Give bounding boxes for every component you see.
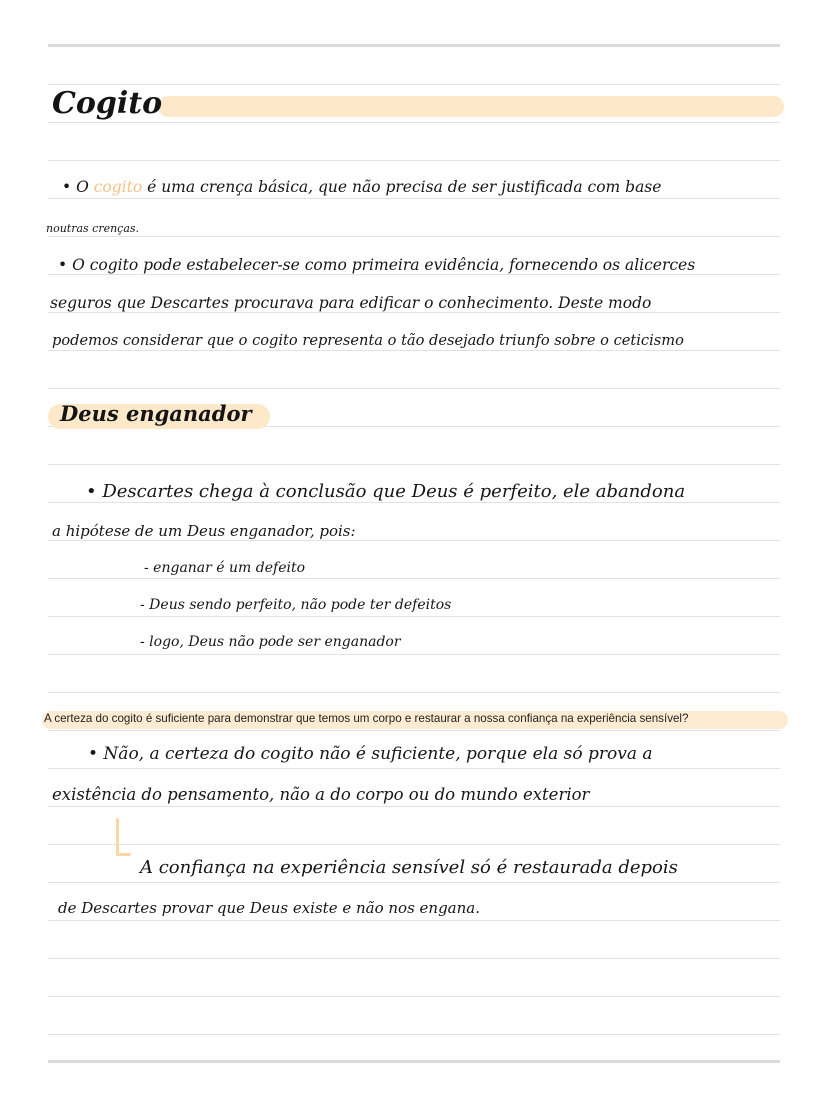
ruled-line xyxy=(48,1034,780,1035)
bullet-text: é uma crença básica, que não precisa de ser justificada com base xyxy=(142,178,662,196)
ruled-line xyxy=(48,160,780,161)
ruled-line xyxy=(48,844,780,845)
answer-line-2: existência do pensamento, não a do corpo ou do mundo exterior xyxy=(52,785,590,804)
ruled-line xyxy=(48,616,780,617)
ruled-line xyxy=(48,768,780,769)
ruled-line xyxy=(48,312,780,313)
deus-bullet-line-2: a hipótese de um Deus enganador, pois: xyxy=(52,522,356,540)
ruled-line xyxy=(48,996,780,997)
deus-bullet-line-1: • Descartes chega à conclusão que Deus é perfeito, ele abandona xyxy=(86,481,686,502)
arrow-hook-icon xyxy=(116,853,131,856)
ruled-line xyxy=(48,730,780,731)
cogito-bullet-2-line-1: • O cogito pode estabelecer-se como primeira evidência, fornecendo os alicerces xyxy=(58,256,696,274)
ruled-line xyxy=(48,274,780,275)
page-title: Cogito xyxy=(52,86,163,121)
top-rule xyxy=(48,44,780,47)
ruled-line xyxy=(48,692,780,693)
ruled-line xyxy=(48,806,780,807)
ruled-line xyxy=(48,882,780,883)
cogito-bullet-1-line-2: noutras crenças. xyxy=(46,222,140,235)
ruled-line xyxy=(48,578,780,579)
ruled-line xyxy=(48,502,780,503)
ruled-line xyxy=(48,920,780,921)
bottom-rule xyxy=(48,1060,780,1063)
title-highlight xyxy=(158,96,784,117)
cogito-bullet-2-line-3: podemos considerar que o cogito representa o tão desejado triunfo sobre o ceticismo xyxy=(52,332,684,349)
arrow-icon xyxy=(116,818,119,856)
ruled-line xyxy=(48,958,780,959)
answer-line-3: A confiança na experiência sensível só é restaurada depois xyxy=(140,857,678,878)
deus-list-item: - logo, Deus não pode ser enganador xyxy=(140,634,401,650)
deus-list-item: - enganar é um defeito xyxy=(144,560,306,576)
cogito-bullet-2-line-2: seguros que Descartes procurava para edificar o conhecimento. Deste modo xyxy=(50,294,652,312)
bullet-text: • O xyxy=(62,178,94,196)
section-title: Deus enganador xyxy=(60,401,252,426)
ruled-line xyxy=(48,388,780,389)
ruled-line xyxy=(48,540,780,541)
ruled-line xyxy=(48,236,780,237)
ruled-line xyxy=(48,350,780,351)
ruled-line xyxy=(48,464,780,465)
question-text: A certeza do cogito é suficiente para demonstrar que temos um corpo e restaurar a nossa confiança na experiência sensível? xyxy=(44,712,689,725)
highlighted-word: cogito xyxy=(93,178,143,196)
answer-line-4: de Descartes provar que Deus existe e não nos engana. xyxy=(58,899,480,917)
answer-line-1: • Não, a certeza do cogito não é suficiente, porque ela só prova a xyxy=(88,744,653,764)
ruled-line xyxy=(48,198,780,199)
ruled-line xyxy=(48,654,780,655)
cogito-bullet-1-line-1 xyxy=(62,178,661,196)
deus-list-item: - Deus sendo perfeito, não pode ter defeitos xyxy=(140,597,452,613)
